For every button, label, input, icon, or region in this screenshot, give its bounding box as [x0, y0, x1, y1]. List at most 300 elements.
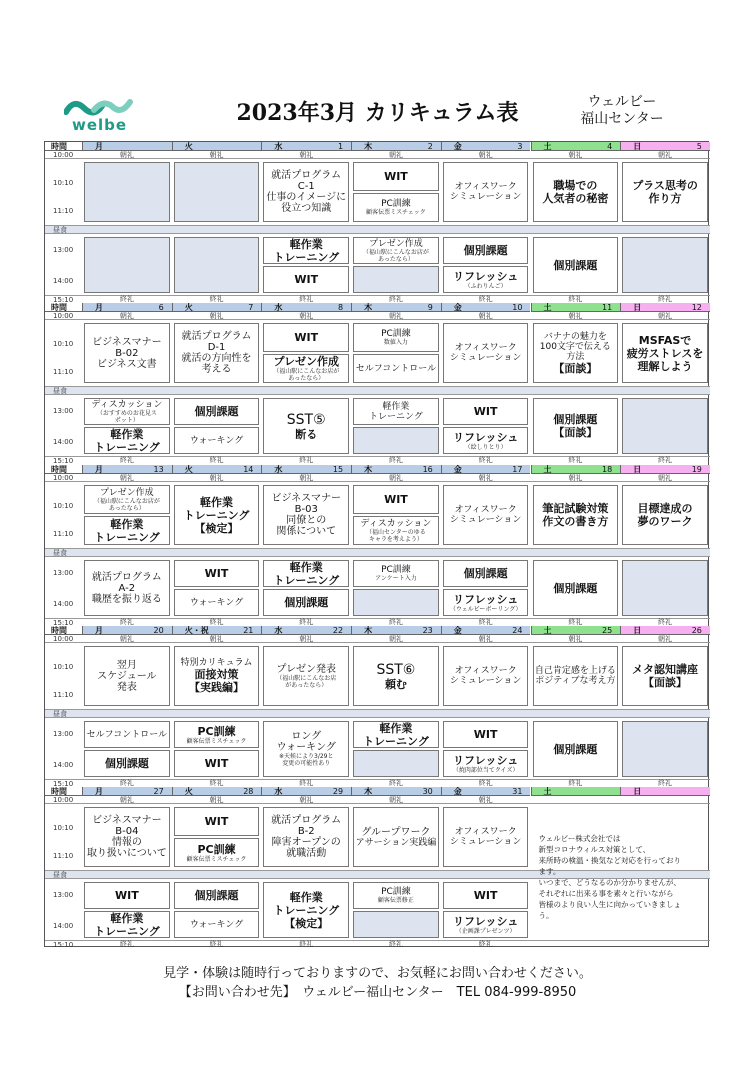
cell-text: プレゼン作成	[100, 487, 154, 498]
day-of-week: 月	[95, 141, 103, 151]
time-1510: 15:10	[45, 618, 710, 626]
cell-text: 【面談】	[553, 426, 598, 439]
class-cell	[443, 237, 529, 264]
shurei-label: 終礼	[119, 618, 134, 626]
day-header	[172, 787, 262, 796]
cell-text: C-1	[297, 181, 315, 192]
class-cell	[353, 193, 439, 222]
cell-text: WIT	[294, 331, 319, 344]
class-cell	[622, 721, 708, 777]
day-header	[261, 626, 351, 635]
day-date: 18	[602, 464, 613, 474]
day-date: 26	[691, 625, 702, 635]
class-cell	[353, 398, 439, 425]
day-of-week: 火	[184, 141, 193, 151]
day-header	[82, 626, 172, 635]
day-date: 20	[153, 625, 164, 635]
shurei-label: 終礼	[299, 456, 314, 464]
time-1510: 15:10	[45, 779, 710, 787]
chorei-label: 朝礼	[478, 474, 493, 482]
class-cell	[443, 882, 529, 909]
cell-text: 軽作業	[110, 911, 144, 925]
day-of-week: 土	[543, 625, 552, 635]
day-of-week: 土	[543, 141, 552, 151]
notice-line: いつまで、どうなるのか分かりませんが、	[538, 878, 681, 887]
day-header	[261, 303, 351, 312]
class-cell	[353, 516, 439, 545]
cell-text: 個別課題	[194, 889, 239, 902]
shurei-label: 終礼	[658, 295, 673, 303]
day-header	[620, 787, 710, 796]
day-of-week: 日	[633, 786, 642, 796]
cell-text: 就活プログラム	[271, 170, 342, 181]
class-cell	[84, 162, 170, 222]
shurei-label: 終礼	[478, 456, 493, 464]
day-date: 7	[248, 302, 254, 312]
time-1510: 15:10	[45, 295, 710, 303]
chorei-label: 朝礼	[209, 151, 224, 159]
chorei-label: 朝礼	[209, 474, 224, 482]
time-1000: 10:00	[45, 635, 710, 643]
class-cell	[353, 911, 439, 938]
day-header	[261, 142, 351, 151]
cell-text: WIT	[473, 405, 498, 418]
cell-text: 軽作業	[289, 890, 323, 904]
day-of-week: 水	[274, 464, 283, 474]
class-cell	[174, 646, 260, 706]
cell-text: メタ認知講座	[632, 663, 699, 676]
class-cell	[443, 560, 529, 587]
covid-notice	[533, 807, 708, 938]
cell-text: 軽作業	[379, 721, 413, 735]
chorei-label: 朝礼	[658, 635, 673, 643]
day-of-week: 金	[453, 786, 462, 796]
day-date: 14	[243, 464, 254, 474]
cell-text: 取り扱いについて	[86, 848, 167, 859]
cell-text: PC訓練	[381, 199, 411, 209]
class-cell	[533, 323, 619, 383]
day-date: 11	[602, 302, 613, 312]
shurei-label: 終礼	[209, 295, 224, 303]
notice-line: 新型コロナウィルス対策として、	[538, 845, 651, 854]
day-header	[351, 787, 441, 796]
time-label: 13:00	[53, 407, 74, 415]
day-date: 8	[337, 302, 344, 312]
footer-contact: 【お問い合わせ先】 ウェルビー福山センター TEL 084-999-8950	[178, 985, 577, 1000]
week-block	[45, 303, 710, 464]
time-label: 11:10	[53, 530, 74, 538]
time-1000: 10:00	[45, 312, 710, 320]
cell-text: プレゼン発表	[276, 663, 337, 675]
cell-text: 個別課題	[553, 742, 598, 756]
cell-text: 【検定】	[194, 521, 239, 535]
class-cell	[174, 237, 260, 293]
cell-text: オフィスワーク	[454, 827, 517, 837]
day-of-week: 火・祝	[184, 625, 209, 635]
class-cell	[84, 911, 170, 938]
cell-text: SST⑤	[286, 411, 326, 428]
shurei-label: 終礼	[478, 940, 493, 948]
center-name	[562, 94, 682, 128]
cell-text: トレーニング	[273, 573, 340, 587]
day-of-week: 水	[274, 786, 283, 796]
cell-text: ポット）	[114, 416, 139, 424]
shurei-label: 終礼	[388, 940, 403, 948]
cell-text: オフィスワーク	[454, 343, 517, 353]
class-cell	[622, 237, 708, 293]
cell-text: B-04	[115, 826, 139, 837]
class-cell	[443, 589, 529, 616]
day-date: 19	[691, 464, 702, 474]
lunch-row: 昼食	[45, 709, 710, 718]
class-cell	[622, 560, 708, 616]
week-block	[45, 626, 710, 787]
lunch-row: 昼食	[45, 225, 710, 234]
class-cell	[174, 882, 260, 909]
cell-text: ディスカッション	[360, 518, 432, 529]
cell-text: リフレッシュ	[453, 269, 519, 283]
time-1000: 10:00	[45, 151, 710, 159]
cell-text: 方法	[566, 351, 585, 362]
cell-text: A-2	[118, 582, 136, 594]
shurei-label: 終礼	[209, 618, 224, 626]
lunch-row: 昼食	[45, 870, 710, 879]
day-date: 4	[607, 141, 613, 151]
chorei-label: 朝礼	[209, 796, 224, 804]
class-cell	[353, 646, 439, 706]
cell-text: 就活プログラム	[271, 815, 342, 826]
day-header	[351, 142, 441, 151]
cell-text: あったなら）	[377, 255, 414, 263]
day-header	[531, 787, 621, 796]
cell-text: 人気者の秘密	[542, 192, 609, 205]
chorei-label: 朝礼	[568, 635, 583, 643]
class-cell	[84, 516, 170, 545]
page-header	[0, 0, 755, 140]
cell-text: PC訓練	[381, 565, 411, 575]
time-header: 時間	[45, 303, 82, 312]
day-of-week: 水	[274, 141, 283, 151]
class-cell	[533, 398, 619, 454]
class-cell	[174, 323, 260, 383]
day-of-week: 金	[453, 625, 462, 635]
day-date: 23	[422, 625, 433, 635]
cell-text: ビジネスマナー	[92, 336, 162, 348]
cell-text: プレゼン作成	[369, 238, 423, 249]
lunch-row: 昼食	[45, 386, 710, 395]
notice-line: それぞれに出来る事を素々と行いながら	[538, 889, 674, 898]
day-header	[172, 142, 262, 151]
class-cell	[263, 162, 349, 222]
day-header	[441, 303, 531, 312]
class-cell	[84, 646, 170, 706]
cell-text: PC訓練	[381, 329, 411, 339]
chorei-label: 朝礼	[388, 151, 403, 159]
time-label: 13:00	[53, 730, 74, 738]
chorei-label: 朝礼	[568, 474, 583, 482]
chorei-label: 朝礼	[478, 635, 493, 643]
cell-text: MSFASで	[638, 333, 692, 347]
day-of-week: 日	[633, 141, 642, 151]
class-cell	[443, 266, 529, 293]
center-name-line1: ウェルビー	[587, 94, 657, 110]
notice-line: 来所時の検温・換気など対応を行っており	[538, 856, 681, 865]
day-of-week: 木	[364, 786, 373, 796]
cell-text: ※天候により3/29と	[278, 753, 334, 760]
day-date: 3	[517, 141, 523, 151]
time-header: 時間	[45, 142, 82, 151]
cell-text: ウォーキング	[276, 742, 336, 753]
cell-text: 顧客伝票ミスチェック	[186, 855, 247, 863]
cell-text: トレーニング	[369, 411, 423, 422]
class-cell	[353, 750, 439, 777]
cell-text: 個別課題	[194, 405, 239, 418]
shurei-label: 終礼	[299, 295, 314, 303]
time-label: 14:00	[53, 438, 74, 446]
shurei-label: 終礼	[209, 779, 224, 787]
cell-text: B-02	[115, 347, 139, 359]
cell-text: 疲労ストレスを	[626, 346, 704, 360]
day-header	[82, 787, 172, 796]
class-cell	[174, 162, 260, 222]
cell-text: あったなら）	[288, 375, 325, 382]
time-label: 13:00	[53, 891, 74, 899]
class-cell	[622, 646, 708, 706]
cell-text: SST⑥	[376, 661, 416, 678]
class-cell	[622, 162, 708, 222]
class-cell	[533, 485, 619, 545]
cell-text: ロング	[291, 731, 322, 742]
chorei-label: 朝礼	[568, 312, 583, 320]
day-date: 1	[337, 141, 344, 151]
cell-text: ビジネスマナー	[271, 493, 341, 504]
cell-text: 関係について	[276, 526, 337, 537]
class-cell	[174, 838, 260, 867]
time-label: 14:00	[53, 277, 74, 285]
cell-text: スケジュール	[97, 670, 157, 682]
cell-text: トレーニング	[183, 508, 250, 522]
time-1000: 10:00	[45, 796, 710, 804]
class-cell	[174, 589, 260, 616]
shurei-label: 終礼	[388, 456, 403, 464]
cell-text: 断る	[295, 427, 318, 441]
notice-line: 皆様のより良い人生に向かっていきましょ	[538, 900, 681, 909]
cell-text: アンケート入力	[375, 575, 417, 582]
shurei-label: 終礼	[478, 779, 493, 787]
cell-text: 就活プログラム	[91, 571, 162, 583]
cell-text: 夢のワーク	[637, 515, 693, 528]
cell-text: トレーニング	[273, 903, 340, 917]
day-date: 17	[512, 464, 523, 474]
class-cell	[174, 750, 260, 777]
day-date: 29	[332, 786, 344, 796]
day-date: 9	[427, 302, 433, 312]
shurei-label: 終礼	[299, 618, 314, 626]
cell-text: （焼肉部位当てクイズ）	[452, 766, 519, 774]
shurei-label: 終礼	[658, 618, 673, 626]
cell-text: ウォーキング	[189, 919, 244, 930]
page-title: 2023年3月 カリキュラム表	[236, 100, 519, 126]
cell-text: 作文の書き方	[542, 515, 609, 528]
cell-text: WIT	[384, 493, 408, 506]
day-of-week: 金	[453, 141, 462, 151]
cell-text: 個別課題	[463, 567, 508, 580]
day-of-week: 月	[95, 786, 103, 796]
day-of-week: 土	[543, 786, 552, 796]
day-header	[620, 465, 710, 474]
chorei-label: 朝礼	[658, 312, 673, 320]
day-of-week: 火	[184, 464, 193, 474]
cell-text: PC訓練	[197, 842, 236, 856]
day-of-week: 日	[633, 302, 642, 312]
cell-text: WIT	[473, 728, 498, 741]
cell-text: 顧客伝票ミスチェック	[186, 737, 247, 745]
cell-text: 就職活動	[286, 848, 327, 859]
cell-text: 就活の方向性を	[181, 353, 252, 364]
chorei-label: 朝礼	[209, 635, 224, 643]
day-header	[531, 465, 621, 474]
cell-text: キャラを考えよう）	[368, 535, 423, 543]
chorei-label: 朝礼	[388, 474, 403, 482]
class-cell	[174, 398, 260, 425]
cell-text: 職歴を振り返る	[91, 593, 162, 605]
cell-text: 軽作業	[289, 560, 323, 574]
class-cell	[443, 750, 529, 777]
cell-text: リフレッシュ	[453, 430, 519, 444]
cell-text: 【検定】	[284, 916, 329, 930]
class-cell	[533, 560, 619, 616]
chorei-label: 朝礼	[299, 796, 314, 804]
cell-text: WIT	[114, 889, 139, 902]
cell-text: 個別課題	[463, 244, 508, 257]
day-header	[351, 465, 441, 474]
cell-text: シミュレーション	[449, 515, 522, 525]
class-cell	[353, 266, 439, 293]
cell-text: ビジネスマナー	[92, 815, 162, 826]
cell-text: 職場での	[553, 179, 598, 192]
cell-text: 数値入力	[383, 339, 408, 346]
day-date: 6	[158, 302, 164, 312]
cell-text: 軽作業	[289, 237, 323, 251]
day-of-week: 月	[95, 464, 103, 474]
center-name-line2: 福山センター	[580, 111, 664, 127]
time-label: 11:10	[53, 852, 74, 860]
class-cell	[263, 807, 349, 867]
cell-text: あったなら）	[108, 504, 145, 512]
cell-text: 個別課題	[553, 413, 598, 426]
cell-text: セルフコントロール	[86, 729, 168, 740]
cell-text: 顧客伝票修正	[377, 897, 414, 904]
cell-text: 理解しよう	[637, 359, 693, 373]
cell-text: 軽作業	[110, 427, 144, 441]
shurei-label: 終礼	[299, 940, 314, 948]
day-date: 21	[243, 625, 254, 635]
day-of-week: 土	[543, 302, 552, 312]
cell-text: WIT	[294, 273, 319, 286]
shurei-label: 終礼	[388, 618, 403, 626]
cell-text: 頼む	[384, 677, 407, 691]
class-cell	[443, 911, 529, 938]
day-header	[172, 465, 262, 474]
chorei-label: 朝礼	[299, 635, 314, 643]
day-of-week: 火	[184, 786, 193, 796]
cell-text: 就活プログラム	[181, 331, 252, 342]
day-header	[531, 303, 621, 312]
cell-text: （福山センターのゆる	[366, 528, 426, 536]
time-label: 14:00	[53, 922, 74, 930]
day-header	[441, 787, 531, 796]
cell-text: WIT	[473, 889, 498, 902]
cell-text: オフィスワーク	[454, 182, 517, 192]
class-cell	[353, 589, 439, 616]
class-cell	[263, 721, 349, 777]
class-cell	[84, 882, 170, 909]
class-cell	[174, 560, 260, 587]
cell-text: 顧客伝票ミスチェック	[366, 209, 426, 216]
chorei-label: 朝礼	[119, 796, 134, 804]
day-header	[82, 303, 172, 312]
class-cell	[353, 882, 439, 909]
day-date: 30	[422, 786, 433, 796]
time-label: 11:10	[53, 691, 74, 699]
day-of-week: 木	[364, 302, 373, 312]
week-block	[45, 142, 710, 303]
class-cell	[443, 807, 529, 867]
class-cell	[353, 427, 439, 454]
day-date: 5	[696, 141, 702, 151]
cell-text: トレーニング	[93, 924, 160, 938]
shurei-label: 終礼	[568, 779, 583, 787]
time-header: 時間	[45, 626, 82, 635]
day-of-week: 月	[95, 625, 103, 635]
day-header	[620, 303, 710, 312]
cell-text: （企画課プレゼンツ）	[455, 927, 516, 935]
class-cell	[353, 485, 439, 514]
chorei-label: 朝礼	[209, 312, 224, 320]
cell-text: 【実践編】	[189, 681, 245, 694]
shurei-label: 終礼	[119, 779, 134, 787]
cell-text: WIT	[384, 170, 408, 183]
class-cell	[533, 162, 619, 222]
cell-text: トレーニング	[273, 250, 340, 264]
time-label: 11:10	[53, 368, 74, 376]
cell-text: オフィスワーク	[454, 505, 517, 515]
time-label: 10:10	[53, 663, 74, 671]
cell-text: シミュレーション	[449, 676, 522, 686]
shurei-label: 終礼	[658, 779, 673, 787]
time-label: 11:10	[53, 207, 74, 215]
time-label: 13:00	[53, 569, 74, 577]
day-date: 27	[153, 786, 164, 796]
day-date: 24	[512, 625, 523, 635]
cell-text: リフレッシュ	[453, 753, 519, 767]
day-header	[261, 465, 351, 474]
chorei-label: 朝礼	[119, 312, 134, 320]
time-label: 13:00	[53, 246, 74, 254]
cell-text: 軽作業	[200, 495, 234, 509]
shurei-label: 終礼	[568, 618, 583, 626]
time-label: 10:10	[53, 824, 74, 832]
class-cell	[84, 237, 170, 293]
class-cell	[84, 427, 170, 454]
day-of-week: 日	[633, 464, 642, 474]
time-label: 10:10	[53, 179, 74, 187]
class-cell	[622, 398, 708, 454]
curriculum-grid	[44, 141, 709, 947]
time-1000: 10:00	[45, 474, 710, 482]
cell-text: PC訓練	[197, 724, 236, 738]
cell-text: セルフコントロール	[355, 363, 437, 374]
